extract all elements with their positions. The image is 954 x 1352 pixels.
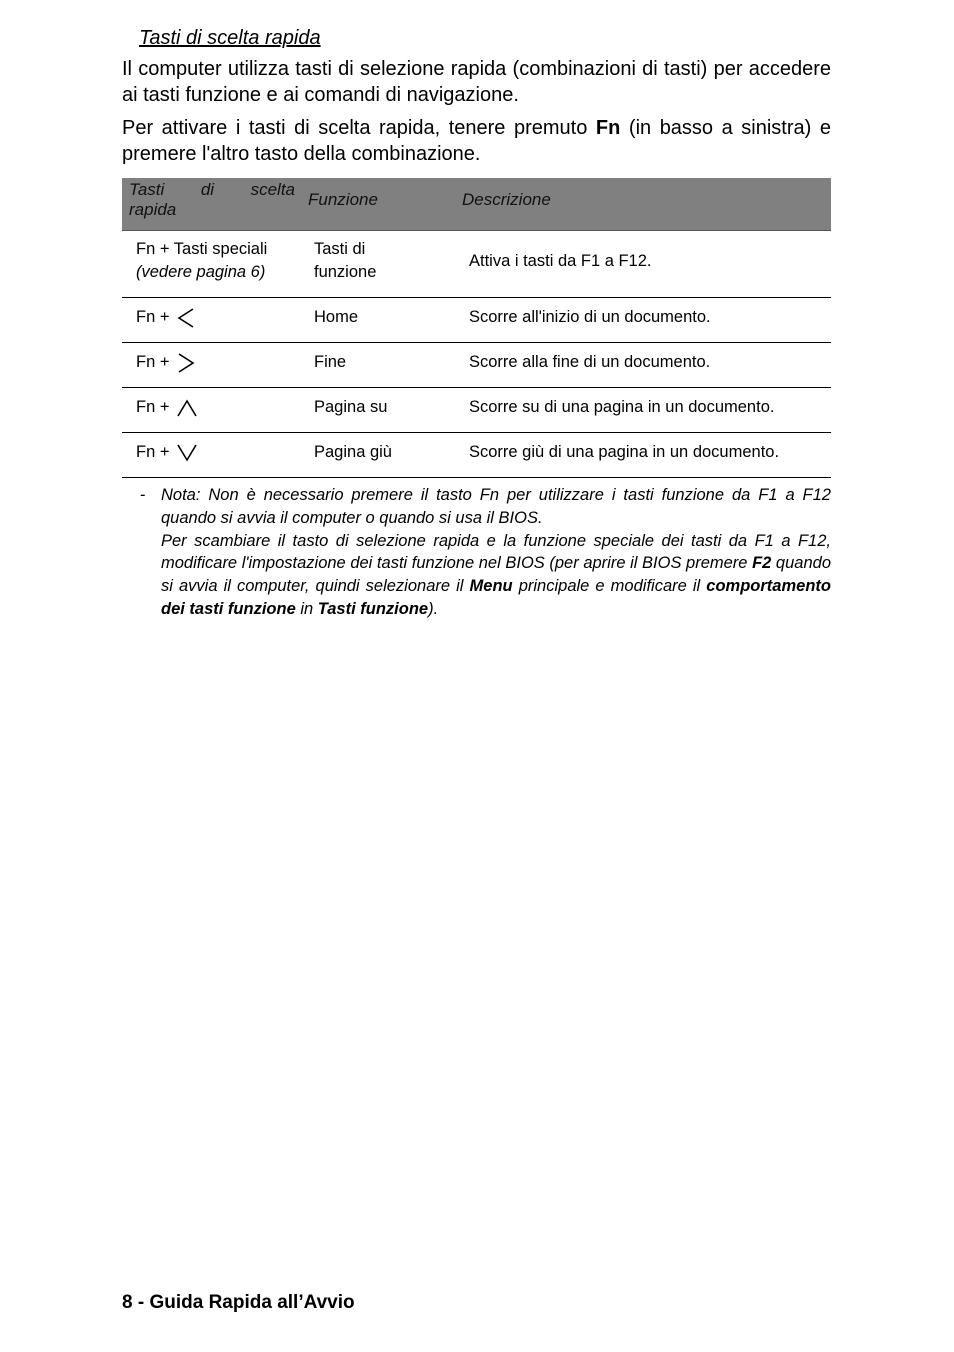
f2-key-label: F2 [752, 554, 772, 573]
row-function: Pagina su [314, 398, 388, 416]
table-header [122, 178, 831, 231]
function-keys-label: Tasti funzione [317, 599, 429, 618]
page-footer: 8 - Guida Rapida all’Avvio [122, 1292, 355, 1313]
row-description: Scorre su di una pagina in un documento. [469, 398, 775, 416]
row-key-text: Fn + [136, 308, 170, 326]
fn-key-label: Fn [595, 117, 621, 139]
menu-label: Menu [469, 577, 513, 596]
row-function-line1: Tasti di [314, 240, 366, 258]
row-function-line2: funzione [314, 263, 377, 281]
row-key-text: Fn + Tasti speciali [136, 240, 268, 258]
row-description: Scorre alla fine di un documento. [469, 353, 711, 371]
header-hotkey [129, 180, 295, 220]
row-function [314, 238, 376, 284]
header-description: Descrizione [462, 190, 551, 209]
header-hotkey-line1: Tasti di scelta [129, 180, 295, 199]
table-row [122, 298, 831, 343]
row-key [136, 306, 196, 329]
table-row [122, 388, 831, 433]
header-function: Funzione [308, 190, 378, 209]
section-heading: Tasti di scelta rapida [139, 27, 321, 49]
arrow-left-icon [176, 307, 196, 329]
arrow-down-icon [176, 443, 198, 463]
row-key-note: (vedere pagina 6) [136, 263, 266, 281]
row-description: Scorre giù di una pagina in un documento. [469, 443, 780, 461]
row-key [136, 238, 267, 284]
row-key [136, 351, 196, 374]
row-key-text: Fn + [136, 443, 170, 461]
row-key-text: Fn + [136, 353, 170, 371]
row-description: Scorre all'inizio di un documento. [469, 308, 711, 326]
note-block [140, 484, 831, 621]
row-function: Pagina giù [314, 443, 392, 461]
note-bullet: - [140, 486, 146, 504]
note-text-c: quando si avvia il computer, quindi selezionare il [161, 554, 831, 596]
header-hotkey-line2: rapida [129, 200, 177, 219]
note-text-i: ). [428, 599, 439, 618]
arrow-right-icon [176, 352, 196, 374]
table-row [122, 343, 831, 388]
arrow-up-icon [176, 398, 198, 418]
note-text [161, 484, 831, 621]
note-line-1: Nota: Non è necessario premere il tasto Fn per utilizzare i tasti funzione da F1 a F12 quando si avvia il computer o quando si usa il BIOS. [161, 486, 831, 527]
note-text-e: principale e modificare il [512, 577, 707, 596]
row-key-text: Fn + [136, 398, 170, 416]
row-function: Fine [314, 353, 347, 371]
row-function: Home [314, 308, 359, 326]
table-row [122, 433, 831, 478]
fn-behavior-label: comportamento dei tasti funzione [161, 577, 831, 618]
note-line-2 [161, 530, 831, 621]
hotkey-table [122, 178, 831, 478]
table-row [122, 231, 831, 298]
intro-paragraph-2 [122, 115, 831, 167]
intro-paragraph-1: Il computer utilizza tasti di selezione rapida (combinazioni di tasti) per accedere ai tasti funzione e ai comandi di navigazione. [122, 58, 831, 106]
row-key [136, 396, 198, 419]
intro-p2-text-b: (in basso a sinistra) e premere l'altro tasto della combinazione. [122, 117, 831, 165]
intro-p2-text-a: Per attivare i tasti di scelta rapida, tenere premuto [122, 117, 596, 139]
row-description: Attiva i tasti da F1 a F12. [469, 252, 652, 270]
note-text-g: in [295, 599, 318, 618]
row-key [136, 441, 198, 464]
note-text-a: Per scambiare il tasto di selezione rapida e la funzione speciale dei tasti da F1 a F12, modificare l'impostazione dei tasti funzione nel BIOS (per aprire il BIOS premere [161, 531, 831, 573]
